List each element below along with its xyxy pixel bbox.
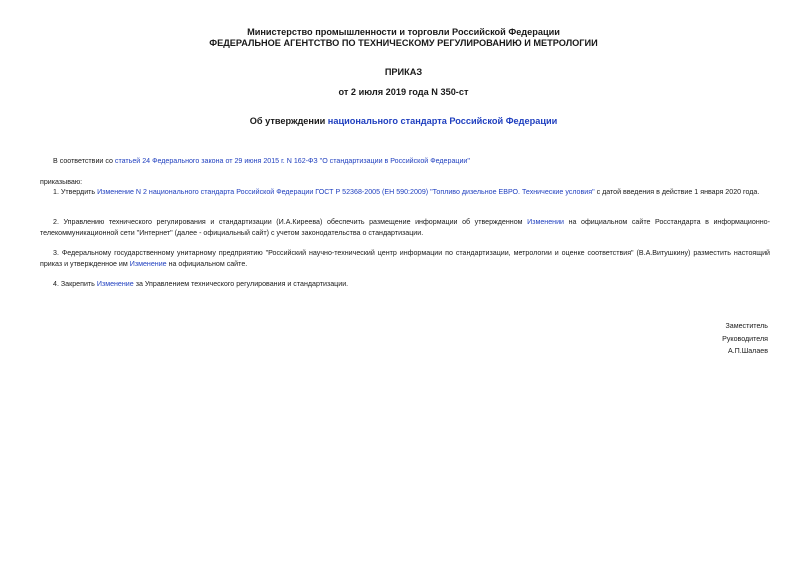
document-date-number: от 2 июля 2019 года N 350-ст xyxy=(338,87,469,97)
item-3-prefix: 3. Федеральному государственному унитарному предприятию "Российский научно-технический центр информации по стандартизации, метрологии и оценке соответствия" (В.А.Витушкину) разместить настоящий приказ и утвержденное им xyxy=(40,249,770,268)
document-title xyxy=(0,116,807,127)
item-4-prefix: 4. Закрепить xyxy=(53,280,97,288)
order-item-3 xyxy=(40,248,770,270)
law-article-link[interactable]: статьей 24 Федерального закона от 29 июня 2015 г. N 162-ФЗ "О стандартизации в Российской Федерации" xyxy=(114,157,470,165)
item-1-prefix: 1. Утвердить xyxy=(53,188,98,196)
ministry-name: Министерство промышленности и торговли Российской Федерации xyxy=(247,27,560,37)
item-3-suffix: на официальном сайте. xyxy=(166,260,248,268)
preamble-prefix: В соответствии со xyxy=(53,157,115,165)
order-item-4 xyxy=(53,279,348,290)
item-2-prefix: 2. Управлению технического регулирования и стандартизации (И.А.Киреева) обеспечить размещение информации об утвержденном xyxy=(53,218,528,226)
order-item-1 xyxy=(40,187,770,198)
agency-name: ФЕДЕРАЛЬНОЕ АГЕНТСТВО ПО ТЕХНИЧЕСКОМУ РЕГУЛИРОВАНИЮ И МЕТРОЛОГИИ xyxy=(209,38,598,48)
signature-block xyxy=(722,320,768,358)
order-item-2 xyxy=(40,217,770,239)
title-prefix: Об утверждении xyxy=(249,116,328,126)
title-standard-link[interactable]: национального стандарта Российской Федерации xyxy=(327,116,558,126)
amendment-link-item-3[interactable]: Изменение xyxy=(129,260,167,268)
preamble xyxy=(53,156,470,167)
item-2-suffix: на официальном сайте Росстандарта в информационно-телекоммуникационной сети "Интернет" (далее - официальный сайт) с учетом законодательства о стандартизации. xyxy=(40,218,770,237)
order-word: приказываю: xyxy=(40,178,83,186)
signature-position-line-1: Заместитель xyxy=(725,322,768,330)
amendment-link-item-2[interactable]: Изменении xyxy=(527,218,564,226)
item-1-suffix: с датой введения в действие 1 января 2020 года. xyxy=(594,188,760,196)
amendment-link-item-4[interactable]: Изменение xyxy=(96,280,134,288)
item-4-suffix: за Управлением технического регулирования и стандартизации. xyxy=(133,280,349,288)
document-type: ПРИКАЗ xyxy=(384,67,423,77)
signatory-name: А.П.Шалаев xyxy=(727,347,768,355)
standard-amendment-link[interactable]: Изменение N 2 национального стандарта Российской Федерации ГОСТ Р 52368-2005 (ЕН 590:2009) "Топливо дизельное ЕВРО. Технические условия" xyxy=(97,188,595,196)
signature-position-line-2: Руководителя xyxy=(722,334,768,343)
